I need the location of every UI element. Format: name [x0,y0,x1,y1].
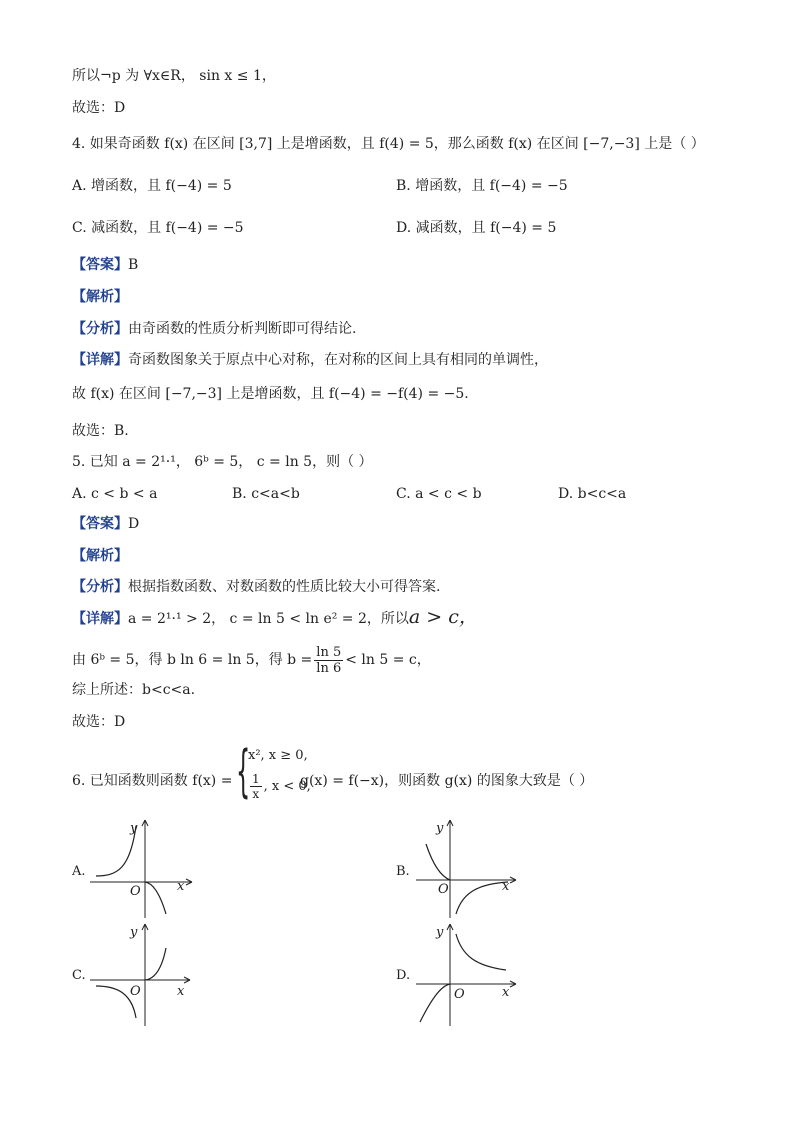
question-5: 5. 已知 a = 2¹·¹， 6ᵇ = 5， c = ln 5，则（ ） [72,454,373,470]
fenxi-4 [72,319,356,339]
summary-5: 综上所述：b<c<a. [72,682,196,698]
axis-x-label: x [502,985,510,1000]
analysis-heading-4 [72,287,128,307]
line-2: 故选：D [72,100,126,116]
axis-x-label: x [177,984,185,999]
origin-label: O [130,984,141,999]
option-4a: A. 增函数，且 f(−4) = 5 [72,178,232,194]
curve-d-right [456,934,506,970]
option-5d: D. b<c<a [558,486,627,502]
option-4d: D. 减函数，且 f(−4) = 5 [396,220,557,236]
question-6-lead: 6. 已知函数则函数 f(x) = [72,773,233,789]
option-4b: B. 增函数，且 f(−4) = −5 [396,178,568,194]
fenxi-text: 根据指数函数、对数函数的性质比较大小可得答案. [128,579,441,595]
analysis-tag: 【解析】 [72,289,128,305]
axis-y-label: y [436,925,444,940]
curve-b-right [456,882,508,914]
axis-arrows-a [142,820,192,885]
question-6-tail: g(x) = f(−x)，则函数 g(x) 的图象大致是（ ） [300,773,594,789]
axes-d [416,924,516,1026]
option-4c: C. 减函数，且 f(−4) = −5 [72,220,244,236]
origin-label: O [438,882,449,897]
derivation-text: 由 6ᵇ = 5，得 b ln 6 = ln 5，得 b = [72,652,313,668]
fraction-numerator: ln 5 [316,644,342,660]
curve-d-left [420,984,450,1022]
axis-x-label: x [177,879,185,894]
axis-y-label: y [436,821,444,836]
case-2-tail: , x < 0, [263,779,311,794]
xiangjie-4 [72,350,548,370]
fenxi-tag: 【分析】 [72,579,128,595]
axis-y-label: y [130,821,138,836]
axis-arrows-d [447,924,516,987]
question-4: 4. 如果奇函数 f(x) 在区间 [3,7] 上是增函数，且 f(4) = 5，那么函数 f(x) 在区间 [−7,−3] 上是（ ） [72,136,705,152]
fenxi-5 [72,577,440,597]
case-1: x², x ≥ 0, [248,748,308,763]
conclusion-4: 故 f(x) 在区间 [−7,−3] 上是增函数，且 f(−4) = −f(4) = −5. [72,386,469,402]
derivation-tail: < ln 5 = c， [345,652,431,668]
answer-5 [72,514,139,534]
graph-label-d: D. [396,968,411,983]
analysis-heading-5 [72,546,128,566]
graph-b [416,818,526,918]
axis-arrows-b [447,820,516,883]
graph-label-c: C. [72,968,86,983]
origin-label: O [454,987,465,1002]
xiangjie-tag: 【详解】 [72,611,128,627]
fraction-denominator: ln 6 [316,660,342,676]
select-5: 故选：D [72,714,126,730]
line-1: 所以¬p 为 ∀x∈R， sin x ≤ 1， [72,68,276,84]
analysis-tag: 【解析】 [72,548,128,564]
brace: { [236,739,251,804]
xiangjie-text: 奇函数图象关于原点中心对称，在对称的区间上具有相同的单调性， [128,352,548,368]
derivation-5 [72,643,431,677]
xiangjie-text: a = 2¹·¹ > 2， c = ln 5 < ln e² = 2，所以 [128,611,409,627]
fenxi-tag: 【分析】 [72,321,128,337]
select-4: 故选：B. [72,423,129,439]
xiangjie-5 [72,607,478,629]
option-5c: C. a < c < b [396,486,482,502]
graph-label-a: A. [72,864,86,879]
answer-tag: 【答案】 [72,257,128,273]
graph-label-b: B. [396,864,410,879]
axis-x-label: x [502,879,510,894]
option-5b: B. c<a<b [232,486,300,502]
axes-b [416,820,516,918]
graph-a [90,818,200,918]
fenxi-text: 由奇函数的性质分析判断即可得结论. [128,321,357,337]
case-2-denominator: x [252,787,260,801]
answer-value: B [128,257,139,273]
answer-4 [72,255,138,275]
case-2-numerator: 1 [252,772,260,786]
answer-tag: 【答案】 [72,516,128,532]
graph-c [90,922,200,1026]
graph-d [416,922,526,1026]
xiangjie-tag: 【详解】 [72,352,128,368]
axes-a [90,820,192,918]
option-5a: A. c < b < a [72,486,158,502]
axes-c [90,924,190,1026]
origin-label: O [130,884,141,899]
fraction-ln5-ln6 [314,645,343,676]
axis-arrows-c [142,924,190,983]
curve-c-right [145,948,166,980]
curve-b-left [426,844,450,880]
xiangjie-end: a > c， [408,606,478,628]
curve-a-right [145,882,166,914]
axis-y-label: y [130,925,138,940]
answer-value: D [128,516,140,532]
